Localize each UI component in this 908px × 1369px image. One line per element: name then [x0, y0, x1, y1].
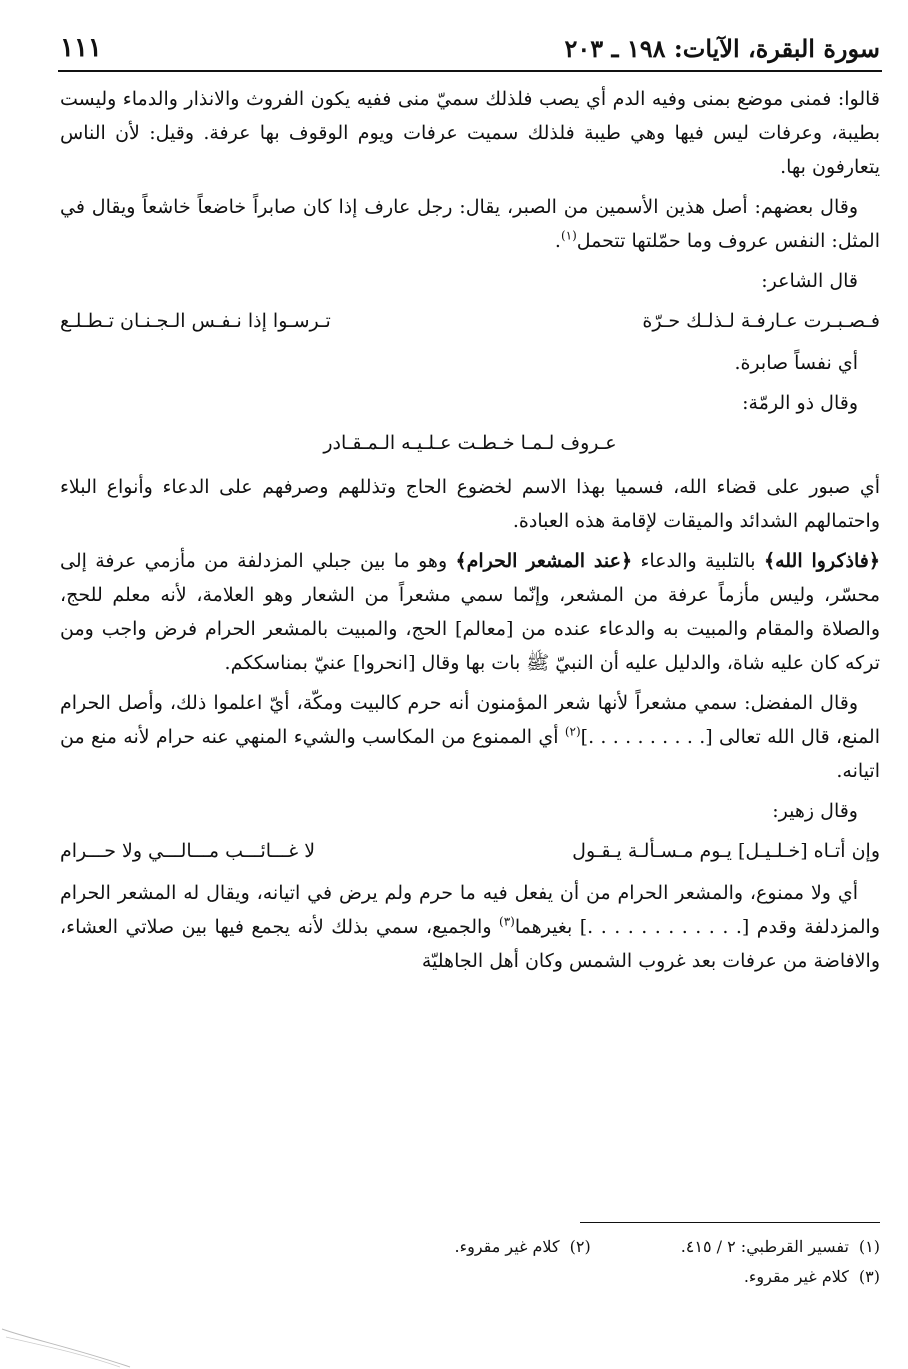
footnote-1-number: (١) [858, 1237, 880, 1256]
paragraph-2-text: وقال بعضهم: أصل هذين الأسمين من الصبر، يقال: رجل عارف إذا كان صابراً خاضعاً خاشعاً ويقال في المثل: النفس عروف وما حمّلتها تتحمل [60, 196, 880, 252]
paragraph-2 [60, 190, 880, 258]
paragraph-explanation: أي نفساً صابرة. [734, 352, 858, 374]
paragraph-7-text-a: بالتلبية والدعاء [632, 550, 764, 572]
paragraph-1: قالوا: فمنى موضع بمنى وفيه الدم أي يصب فلذلك سميّ منى ففيه يكون الفروث والانذار والدماء وليست بطيبة، وعرفات ليس فيها وهي طيبة فلذلك سميت عرفات ويوم الوقوف بها عرفة. وقيل: لأن الناس يتعارفون بها. [60, 88, 880, 178]
paragraph-7-text-b: وهو ما بين جبلي المزدلفة من مأزمي عرفة إلى محسّر، وليس مأزماً عرفة من المشعر، وإنّما سمي مشعراً من الشعار وهو العلامة، لأنه معلم للحج، والصلاة والمقام والمبيت به والدعاء عنده من [معالم] الحج، والمبيت بالمشعر الحرام فرض واجب ومن تركه كان عليه شاة، والدليل عليه أن النبيّ ﷺ بات بها وقال [انحروا] عنيّ بمناسككم. [60, 550, 880, 674]
poem-verse-3 [60, 834, 880, 868]
quran-quote-2: ﴿عند المشعر الحرام﴾ [455, 550, 633, 572]
footnotes [60, 1232, 880, 1292]
footnote-1-text: تفسير القرطبي: ٢ / ٤١٥. [680, 1237, 849, 1256]
verse-3-second-hemistich: لا غـــائـــب مـــالـــي ولا حـــرام [60, 840, 316, 862]
footnote-3-number: (٣) [858, 1267, 880, 1286]
verse-1-second-hemistich: تـرسـوا إذا نـفـس الـجـنـان تـطـلـع [60, 310, 331, 332]
poem-verse-2: عـروف لـمـا خـطـت عـلـيـه الـمـقـادر [323, 432, 617, 454]
footnote-3-text: كلام غير مقروء. [743, 1267, 849, 1286]
paragraph-10-text-b: والجميع، سمي بذلك لأنه يجمع فيها بين صلاتي العشاء، والافاضة من عرفات بعد غروب الشمس وكان أهل الجاهليّة [60, 916, 880, 972]
paragraph-8-text-b: أي الممنوع من المكاسب والشيء المنهي عنه حرام لأنه منع من اتيانه. [60, 726, 880, 782]
footnote-ref-3: (٣) [499, 914, 515, 929]
running-header [60, 30, 880, 66]
scan-smudge-mark [0, 1309, 140, 1369]
paragraph-2-end: . [554, 230, 561, 252]
footnote-ref-1: (١) [560, 228, 577, 243]
quran-quote-1: ﴿فاذكروا الله﴾ [763, 550, 880, 572]
footnote-2-number: (٢) [569, 1237, 591, 1256]
paragraph-7 [60, 544, 880, 680]
footnote-2 [455, 1232, 591, 1262]
poet-intro: قال الشاعر: [761, 270, 858, 292]
paragraph-10-text-a: أي ولا ممنوع، والمشعر الحرام من أن يفعل فيه ما حرم ولم يرض في اتيانه، ويقال له المشعر الحرام والمزدلفة وقدم [. . . . . . . . . . . .] بغيرهما [60, 882, 880, 938]
verse-1-first-hemistich: فـصـبـرت عـارفـة لـذلـك حـرّة [642, 310, 880, 332]
footnote-3 [744, 1262, 880, 1292]
header-title: سورة البقرة، الآيات: ١٩٨ ـ ٢٠٣ [564, 33, 880, 63]
footnote-divider [580, 1222, 880, 1223]
footnote-2-text: كلام غير مقروء. [454, 1237, 560, 1256]
footnote-row-2 [60, 1262, 880, 1292]
paragraph-8-text-a: وقال المفضل: سمي مشعراً لأنها شعر المؤمنون أنه حرم كالبيت ومكّة، أيّ اعلموا ذلك، وأصل الحرام المنع، قال الله تعالى [. . . . . . . . . .] [60, 692, 880, 748]
paragraph-8 [60, 686, 880, 788]
poem-verse-1 [60, 304, 880, 338]
poet-intro-2: وقال ذو الرمّة: [742, 392, 858, 414]
footnote-row-1 [60, 1232, 880, 1262]
page-number: ١١١ [60, 33, 102, 63]
header-divider [58, 70, 882, 72]
footnote-ref-2: (٢) [564, 724, 581, 739]
paragraph-10 [60, 876, 880, 978]
verse-3-first-hemistich: وإن أتـاه [خـلـيـل] يـوم مـسـألـة يـقـول [572, 840, 880, 862]
footnote-1 [681, 1232, 880, 1262]
main-text [60, 82, 880, 984]
paragraph-6: أي صبور على قضاء الله، فسميا بهذا الاسم لخضوع الحاج وتذللهم وصرفهم على الدعاء وأنواع البلاء واحتمالهم الشدائد والميقات لإقامة هذه العبادة. [60, 476, 880, 532]
poet-intro-3: وقال زهير: [772, 800, 858, 822]
